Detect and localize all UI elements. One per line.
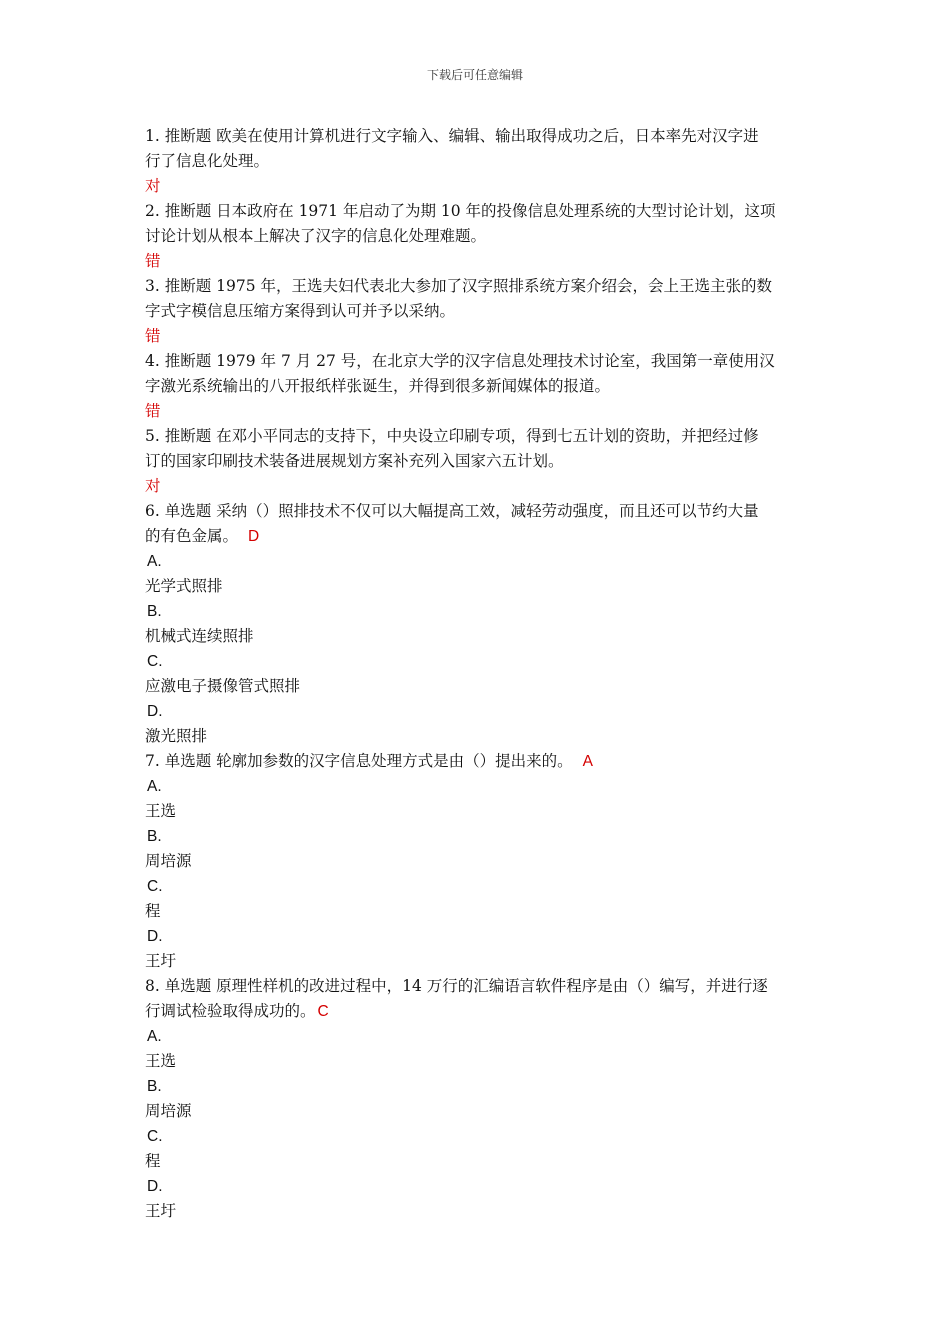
question-6-answer: D (248, 528, 260, 545)
question-4-line-1: 4. 推断题 1979 年 7 月 27 号，在北京大学的汉字信息处理技术讨论室，我国第一章使用汉 (145, 352, 775, 370)
question-4-line-2: 字激光系统输出的八开报纸样张诞生，并得到很多新闻媒体的报道。 (145, 377, 611, 395)
question-6-line-2-text: 的有色金属。 (145, 527, 239, 545)
question-2-line-2: 讨论计划从根本上解决了汉字的信息化处理难题。 (145, 227, 487, 245)
question-7-text: 7. 单选题 轮廓加参数的汉字信息处理方式是由（）提出来的。 (145, 752, 573, 770)
question-6-option-b-letter: B. (147, 603, 162, 620)
question-7-option-a-letter: A. (147, 778, 162, 795)
question-6-line-1: 6. 单选题 采纳（）照排技术不仅可以大幅提高工效，减轻劳动强度，而且还可以节约大量 (145, 502, 759, 520)
question-6-option-d-letter: D. (147, 703, 163, 720)
question-8-option-a-text: 王选 (145, 1052, 177, 1070)
question-1-line-2: 行了信息化处理。 (145, 152, 270, 170)
question-7-option-c-text: 程 (145, 902, 161, 920)
question-7-option-c-letter: C. (147, 878, 163, 895)
question-3-line-1: 3. 推断题 1975 年，王选夫妇代表北大参加了汉字照排系统方案介绍会，会上王选主张的数 (145, 277, 773, 295)
question-8-answer: C (317, 1003, 329, 1020)
question-8-option-d-text: 王圩 (145, 1202, 177, 1220)
question-5-answer: 对 (145, 477, 161, 495)
question-6-option-b-text: 机械式连续照排 (145, 627, 254, 645)
question-3-line-2: 字式字模信息压缩方案得到认可并予以采纳。 (145, 302, 456, 320)
question-8-option-d-letter: D. (147, 1178, 163, 1195)
question-6-option-c-letter: C. (147, 653, 163, 670)
question-2-line-1: 2. 推断题 日本政府在 1971 年启动了为期 10 年的投像信息处理系统的大型讨论计划，这项 (145, 202, 776, 220)
question-7-option-b-letter: B. (147, 828, 162, 845)
question-8-line-2 (145, 999, 810, 1024)
question-8-line-2-text: 行调试检验取得成功的。 (145, 1002, 316, 1020)
question-3-answer: 错 (145, 327, 161, 345)
question-2-answer: 错 (145, 252, 161, 270)
question-8-option-b-text: 周培源 (145, 1102, 192, 1120)
question-1-answer: 对 (145, 177, 161, 195)
question-6-option-a-text: 光学式照排 (145, 577, 223, 595)
document-body (145, 124, 810, 1224)
question-7-option-b-text: 周培源 (145, 852, 192, 870)
question-7-option-a-text: 王选 (145, 802, 177, 820)
question-6-option-d-text: 激光照排 (145, 727, 208, 745)
question-4-answer: 错 (145, 402, 161, 420)
question-6-option-c-text: 应激电子摄像管式照排 (145, 677, 301, 695)
question-5-line-1: 5. 推断题 在邓小平同志的支持下，中央设立印刷专项，得到七五计划的资助，并把经过修 (145, 427, 759, 445)
question-7-option-d-text: 王圩 (145, 952, 177, 970)
question-8-line-1: 8. 单选题 原理性样机的改进过程中，14 万行的汇编语言软件程序是由（）编写，并进行逐 (145, 977, 768, 995)
page-header: 下载后可任意编辑 (426, 68, 523, 82)
question-7-option-d-letter: D. (147, 928, 163, 945)
question-8-option-a-letter: A. (147, 1028, 162, 1045)
question-7-answer: A (582, 753, 593, 770)
question-8-option-c-text: 程 (145, 1152, 161, 1170)
question-1-line-1: 1. 推断题 欧美在使用计算机进行文字输入、编辑、输出取得成功之后，日本率先对汉字进 (145, 127, 759, 145)
question-8-option-b-letter: B. (147, 1078, 162, 1095)
question-6-option-a-letter: A. (147, 553, 162, 570)
question-8-option-c-letter: C. (147, 1128, 163, 1145)
question-5-line-2: 订的国家印刷技术装备进展规划方案补充列入国家六五计划。 (145, 452, 564, 470)
question-7-line-1 (145, 749, 810, 774)
question-6-line-2 (145, 524, 810, 549)
